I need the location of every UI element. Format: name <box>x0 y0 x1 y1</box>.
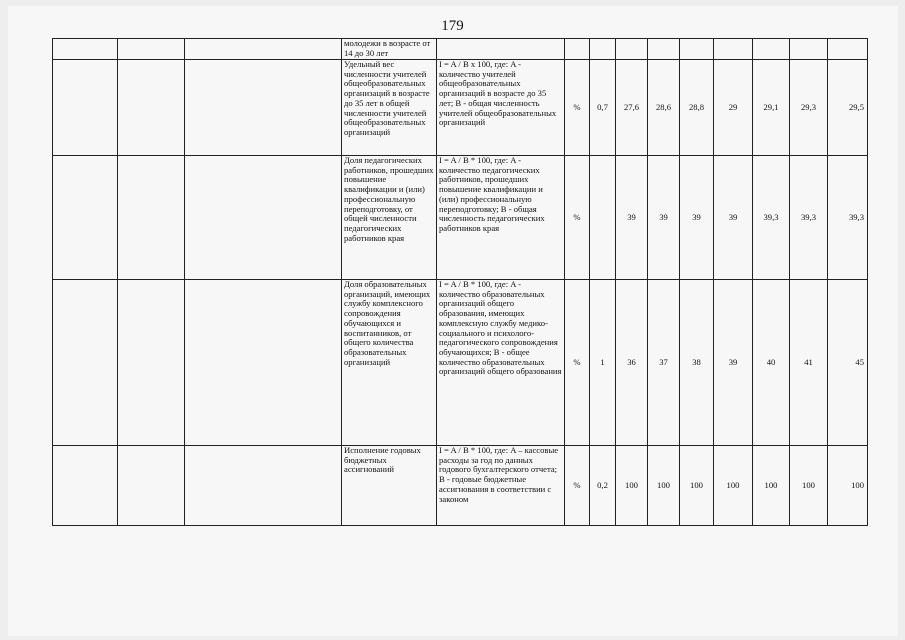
value-cell: 100 <box>648 446 680 526</box>
value-cell: 29,3 <box>790 60 828 156</box>
unit-cell: % <box>565 60 590 156</box>
indicator-cell: Удельный вес численности учителей общеобразовательных организаций в возрасте до 35 лет в общей численности учителей общеобразовательных организаций <box>342 60 437 156</box>
formula-cell: I = A / B * 100, где: A - количество образовательных организаций общего образования, имеющих комплексную службу медико-социального и психолого-педагогического сопровождения обучающихся; B - общее количество образовательных организаций общего образования <box>437 280 565 446</box>
value-cell <box>648 39 680 60</box>
value-cell: 28,6 <box>648 60 680 156</box>
value-cell: 100 <box>790 446 828 526</box>
value-cell <box>714 39 753 60</box>
table-row <box>53 39 868 60</box>
value-cell: 29,1 <box>753 60 790 156</box>
formula-cell: I = A / B * 100, где: A – кассовые расходы за год по данных годового бухгалтерского отчета; B - годовые бюджетные ассигнования в соответствии с законом <box>437 446 565 526</box>
value-cell <box>790 39 828 60</box>
value-cell: 39,3 <box>753 156 790 280</box>
empty-cell <box>53 280 118 446</box>
formula-cell: I = A / B x 100, где: A - количество учителей общеобразовательных организаций в возрасте до 35 лет; B - общая численность учителей общеобразовательных организаций <box>437 60 565 156</box>
value-cell: 29,5 <box>828 60 868 156</box>
value-cell: 29 <box>714 60 753 156</box>
table-row <box>53 60 868 156</box>
value-cell: 100 <box>714 446 753 526</box>
empty-cell <box>118 156 185 280</box>
page-number: 179 <box>441 18 464 34</box>
empty-cell <box>53 60 118 156</box>
empty-cell <box>185 156 342 280</box>
value-cell: 39 <box>616 156 648 280</box>
value-cell <box>753 39 790 60</box>
empty-cell <box>185 280 342 446</box>
weight-cell <box>590 156 616 280</box>
value-cell: 39 <box>714 280 753 446</box>
indicator-cell: Доля педагогических работников, прошедших повышение квалификации и (или) профессиональную переподготовку, от общей численности педагогических работников края <box>342 156 437 280</box>
empty-cell <box>53 446 118 526</box>
unit-cell <box>565 39 590 60</box>
value-cell <box>828 39 868 60</box>
unit-cell: % <box>565 156 590 280</box>
value-cell: 100 <box>680 446 714 526</box>
value-cell: 100 <box>828 446 868 526</box>
value-cell: 27,6 <box>616 60 648 156</box>
empty-cell <box>185 446 342 526</box>
empty-cell <box>118 446 185 526</box>
unit-cell: % <box>565 280 590 446</box>
value-cell <box>616 39 648 60</box>
value-cell: 39 <box>648 156 680 280</box>
empty-cell <box>185 60 342 156</box>
weight-cell: 0,7 <box>590 60 616 156</box>
unit-cell: % <box>565 446 590 526</box>
value-cell: 100 <box>753 446 790 526</box>
table-row <box>53 280 868 446</box>
value-cell: 39 <box>714 156 753 280</box>
indicator-cell: Доля образовательных организаций, имеющих службу комплексного сопровождения обучающихся и воспитанников, от общего количества образовательных организаций <box>342 280 437 446</box>
value-cell: 41 <box>790 280 828 446</box>
empty-cell <box>185 39 342 60</box>
empty-cell <box>118 60 185 156</box>
table-row <box>53 156 868 280</box>
weight-cell <box>590 39 616 60</box>
formula-cell <box>437 39 565 60</box>
value-cell: 36 <box>616 280 648 446</box>
indicator-cell: Исполнение годовых бюджетных ассигнований <box>342 446 437 526</box>
value-cell: 39 <box>680 156 714 280</box>
value-cell: 37 <box>648 280 680 446</box>
indicators-table <box>52 38 868 526</box>
empty-cell <box>118 39 185 60</box>
value-cell: 28,8 <box>680 60 714 156</box>
empty-cell <box>53 39 118 60</box>
empty-cell <box>118 280 185 446</box>
value-cell: 38 <box>680 280 714 446</box>
weight-cell: 0,2 <box>590 446 616 526</box>
indicator-cell: молодежи в возрасте от 14 до 30 лет <box>342 39 437 60</box>
value-cell: 40 <box>753 280 790 446</box>
table-row <box>53 446 868 526</box>
value-cell <box>680 39 714 60</box>
weight-cell: 1 <box>590 280 616 446</box>
formula-cell: I = A / B * 100, где: A - количество педагогических работников, прошедших повышение квалификации и (или) профессиональную переподготовку; B - общая численность педагогических работников края <box>437 156 565 280</box>
value-cell: 39,3 <box>828 156 868 280</box>
value-cell: 45 <box>828 280 868 446</box>
empty-cell <box>53 156 118 280</box>
value-cell: 100 <box>616 446 648 526</box>
value-cell: 39,3 <box>790 156 828 280</box>
